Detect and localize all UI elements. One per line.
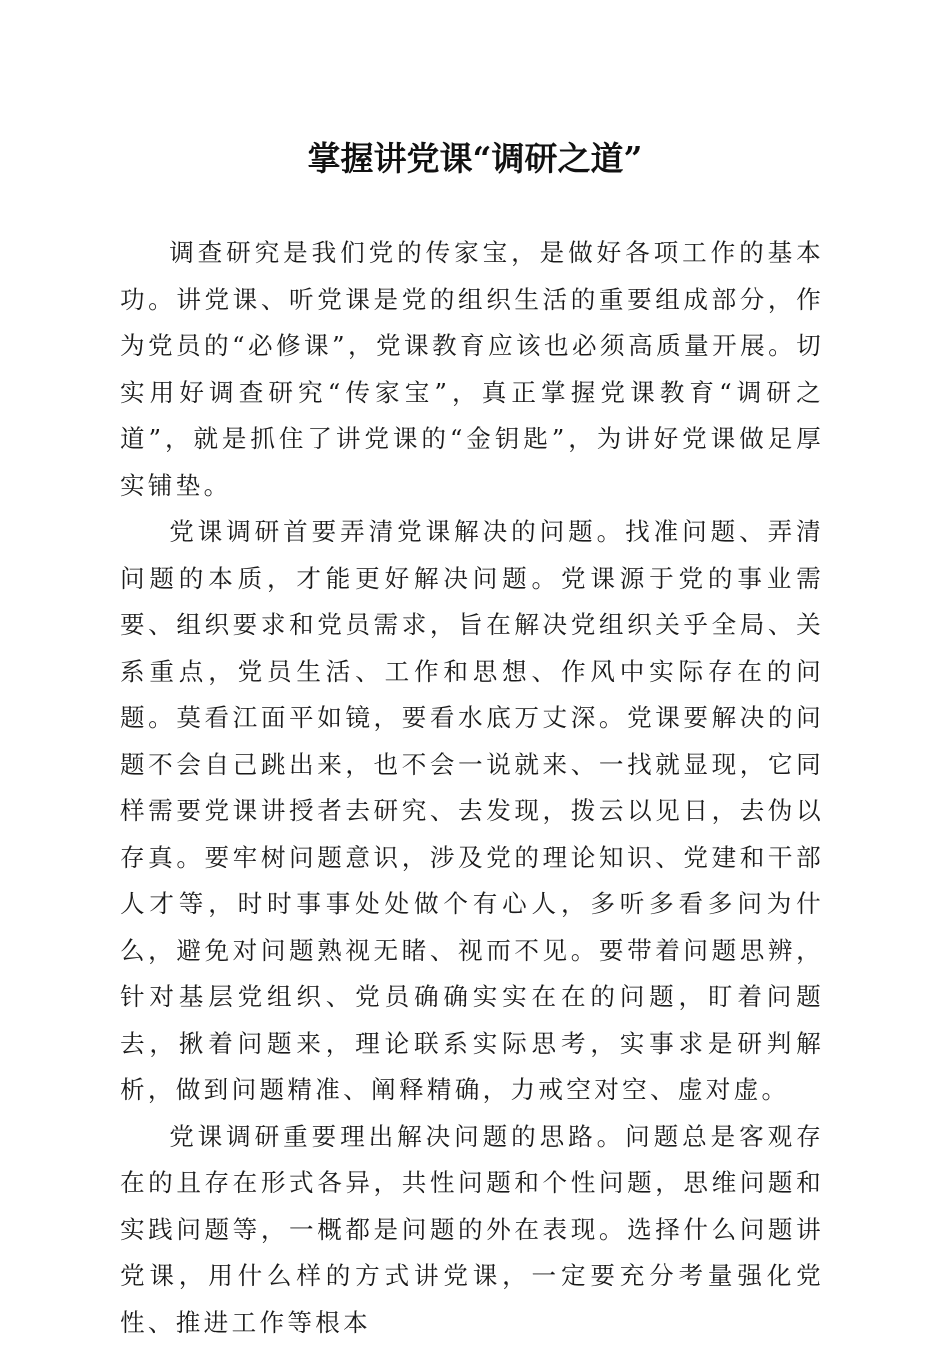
paragraph-2: 党课调研首要弄清党课解决的问题。找准问题、弄清问题的本质，才能更好解决问题。党课源于党的事业需要、组织要求和党员需求，旨在解决党组织关乎全局、关系重点，党员生活、工作和思想、作风中实际存在的问题。莫看江面平如镜，要看水底万丈深。党课要解决的问题不会自己跳出来，也不会一说就来、一找就显现，它同样需要党课讲授者去研究、去发现，拨云以见日，去伪以存真。要牢树问题意识，涉及党的理论知识、党建和干部人才等，时时事事处处做个有心人，多听多看多问为什么，避免对问题熟视无睹、视而不见。要带着问题思辨，针对基层党组织、党员确确实实在在的问题，盯着问题去，揪着问题来，理论联系实际思考，实事求是研判解析，做到问题精准、阐释精确，力戒空对空、虚对虚。 <box>120 509 824 1114</box>
document-body <box>120 230 824 1346</box>
document-title: 掌握讲党课“调研之道” <box>0 134 950 184</box>
paragraph-3: 党课调研重要理出解决问题的思路。问题总是客观存在的且存在形式各异，共性问题和个性问题，思维问题和实践问题等，一概都是问题的外在表现。选择什么问题讲党课，用什么样的方式讲党课，一定要充分考量强化党性、推进工作等根本 <box>120 1114 824 1346</box>
paragraph-1: 调查研究是我们党的传家宝，是做好各项工作的基本功。讲党课、听党课是党的组织生活的重要组成部分，作为党员的“必修课”，党课教育应该也必须高质量开展。切实用好调查研究“传家宝”，真正掌握党课教育“调研之道”，就是抓住了讲党课的“金钥匙”，为讲好党课做足厚实铺垫。 <box>120 230 824 509</box>
